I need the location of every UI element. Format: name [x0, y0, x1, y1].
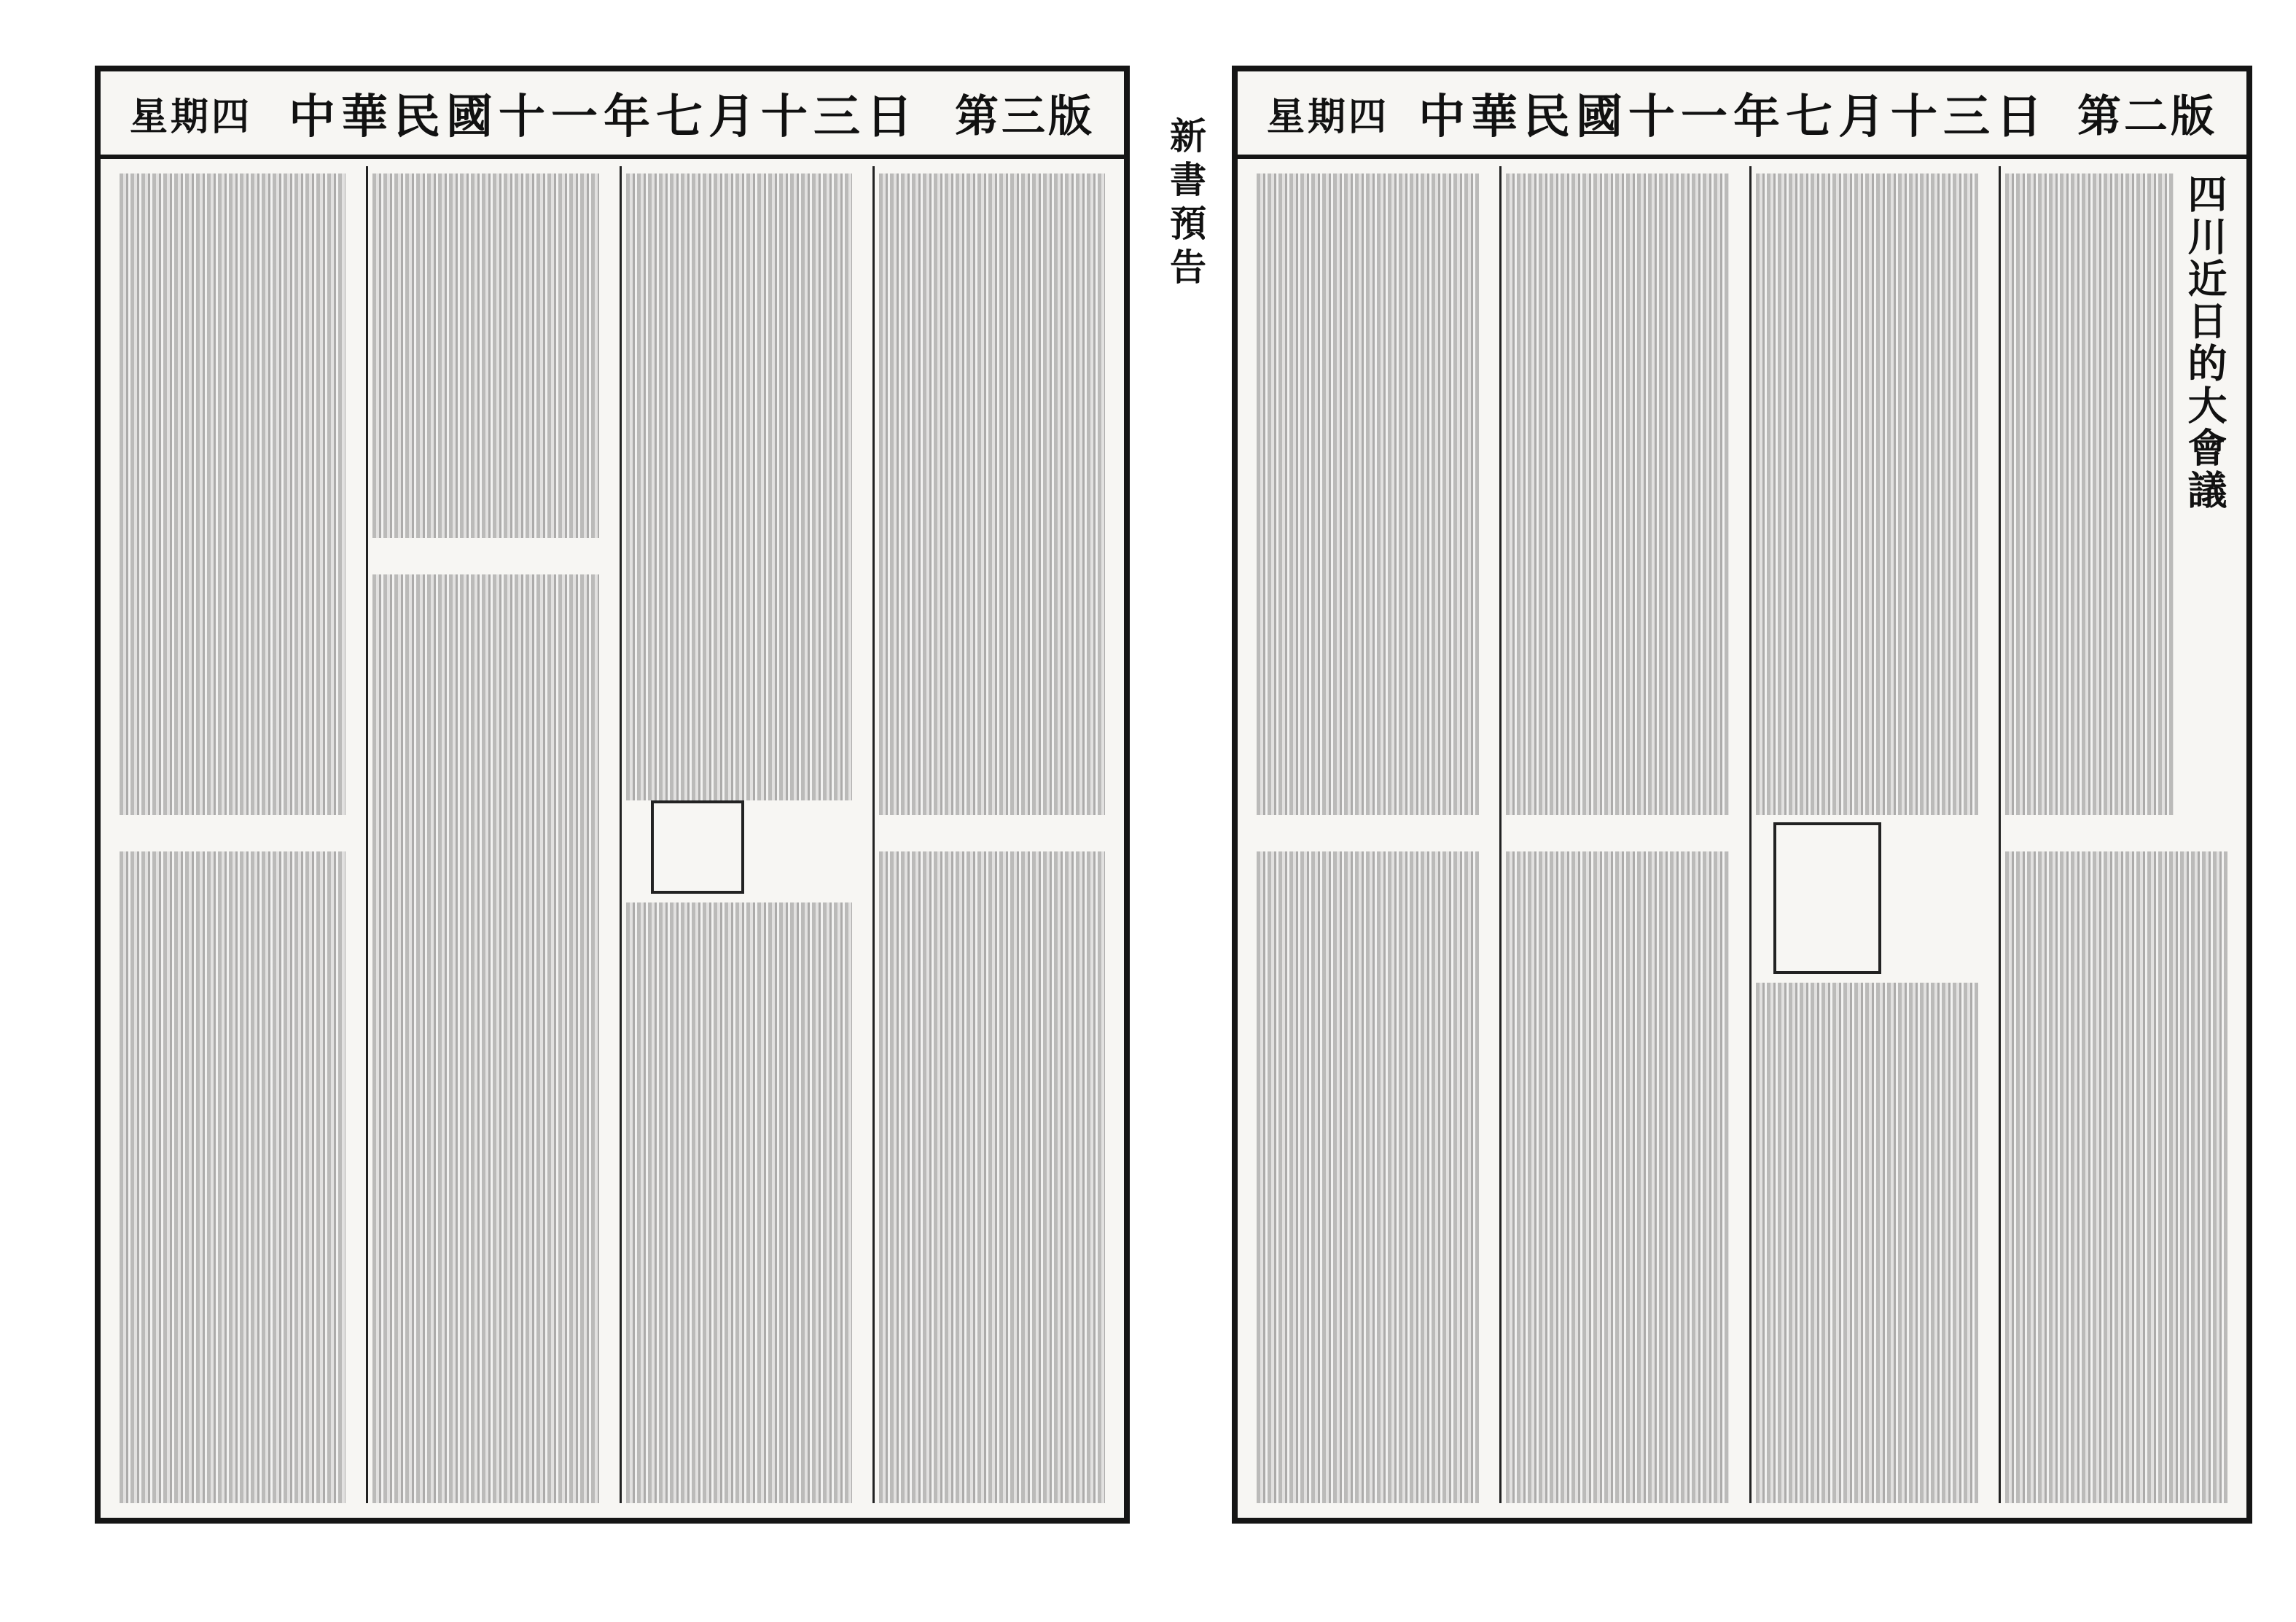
news-column-2	[620, 166, 856, 1503]
weekday-label: 星期四	[130, 94, 253, 139]
page-number: 第三版	[954, 91, 1095, 142]
article-text	[626, 173, 852, 800]
article-text	[1756, 983, 1978, 1503]
date-line: 中華民國十一年七月十三日	[289, 90, 918, 144]
article-text	[879, 851, 1105, 1503]
news-columns	[1252, 166, 2232, 1503]
center-title: 新書預告	[1164, 117, 1207, 292]
page-two	[1232, 66, 2252, 1524]
section-box	[651, 800, 744, 894]
news-column-2	[1749, 166, 1983, 1503]
center-announcement	[1144, 87, 1217, 1524]
page-three	[95, 66, 1130, 1524]
date-line: 中華民國十一年七月十三日	[1418, 90, 2048, 144]
news-column-4	[1252, 166, 1483, 1503]
article-text	[372, 173, 598, 538]
news-column-1	[872, 166, 1109, 1503]
lead-headline: 四川近日的大會議	[2182, 173, 2228, 512]
article-text	[1506, 851, 1728, 1503]
article-text	[1257, 173, 1479, 815]
weekday-label: 星期四	[1267, 94, 1390, 139]
article-text	[2005, 173, 2174, 815]
article-text	[1257, 851, 1479, 1503]
article-text	[120, 851, 345, 1503]
page-header	[1238, 71, 2246, 159]
news-column-4	[115, 166, 350, 1503]
article-text	[1756, 173, 1978, 815]
article-text	[1506, 173, 1728, 815]
page-number: 第二版	[2077, 91, 2217, 142]
news-column-1	[1999, 166, 2232, 1503]
page-header	[101, 71, 1124, 159]
news-column-3	[1499, 166, 1733, 1503]
news-column-3	[366, 166, 603, 1503]
article-text	[879, 173, 1105, 815]
article-text	[120, 173, 345, 815]
article-text	[626, 902, 852, 1503]
article-text	[2005, 851, 2227, 1503]
news-columns	[115, 166, 1109, 1503]
article-text	[372, 574, 598, 1503]
local-news-box	[1773, 822, 1881, 974]
